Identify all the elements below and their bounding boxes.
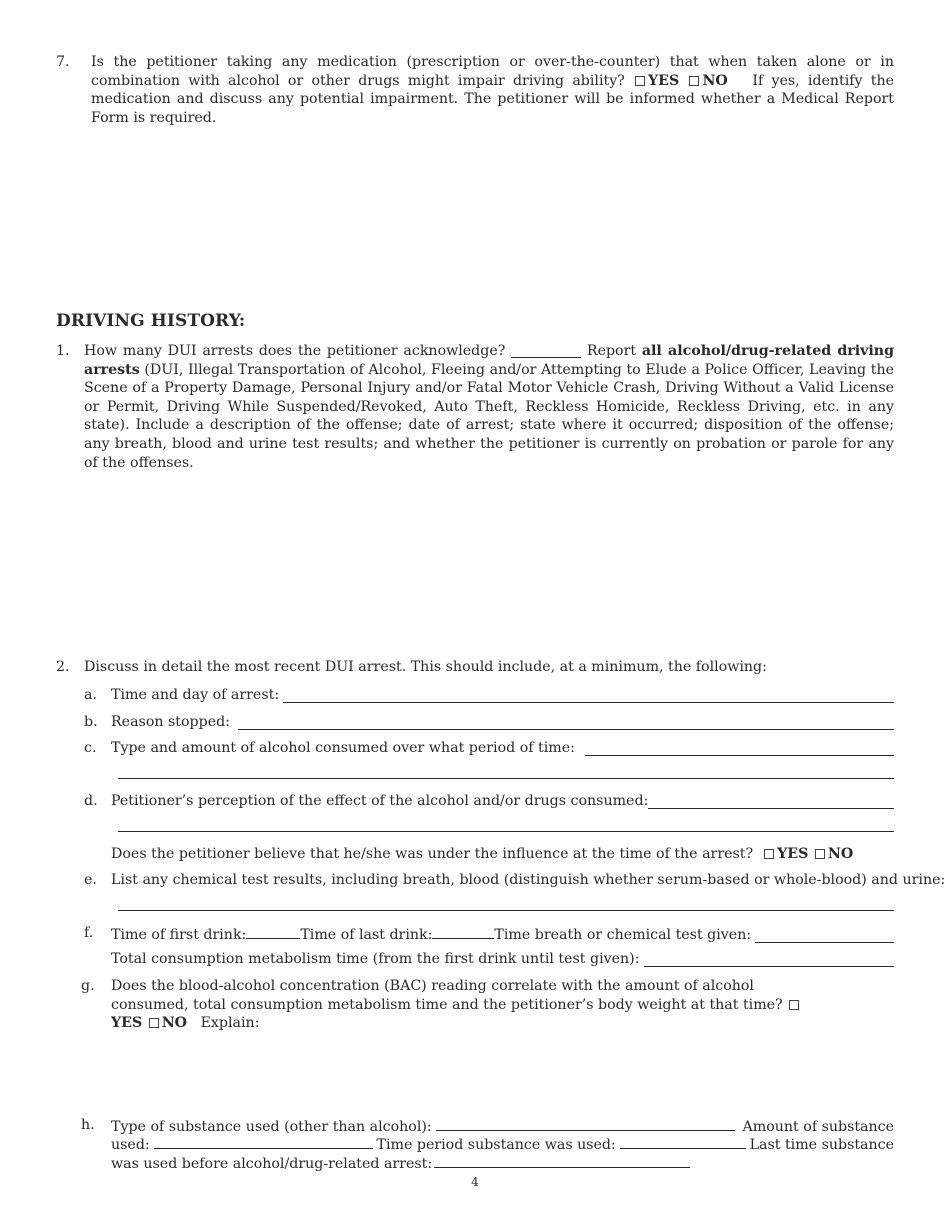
g-yes-label: YES (111, 1015, 143, 1032)
item-2h-amount-label: Amount of substance (742, 1119, 894, 1135)
item-1-number: 1. (56, 343, 70, 359)
item-2f-total-row (111, 950, 894, 969)
perception-field[interactable] (648, 794, 894, 809)
q7-yes-label: YES (648, 72, 680, 89)
item-2a-letter: a. (84, 687, 97, 703)
item-2g-text (111, 977, 831, 1033)
d-no-checkbox[interactable] (815, 849, 825, 859)
question-7-number: 7. (56, 54, 70, 70)
item-2f-first-label: Time of first drink: (111, 927, 247, 943)
q7-no-label: NO (702, 72, 728, 89)
item-2f-total-label: Total consumption metabolism time (from the first drink until test given): (111, 951, 640, 967)
g-yes-checkbox[interactable] (789, 1000, 799, 1010)
item-2-intro: Discuss in detail the most recent DUI arrest. This should include, at a minimum, the following: (84, 659, 767, 675)
item-1-text-a: How many DUI arrests does the petitioner acknowledge? (84, 343, 506, 359)
item-2g-explain: Explain: (200, 1015, 260, 1032)
last-drink-field[interactable] (432, 924, 494, 939)
item-2d-question: Does the petitioner believe that he/she was under the influence at the time of the arrest? (111, 846, 754, 862)
item-2f-letter: f. (84, 925, 94, 941)
q7-yes-checkbox[interactable] (635, 76, 645, 86)
time-day-of-arrest-field[interactable] (283, 688, 894, 703)
item-2d-label: Petitioner’s perception of the effect of the alcohol and/or drugs consumed: (111, 793, 649, 809)
item-1-text (84, 342, 894, 472)
item-2a-label: Time and day of arrest: (111, 687, 280, 703)
item-2f-last-label: Time of last drink: (300, 927, 433, 943)
item-2-number: 2. (56, 659, 70, 675)
driving-history-heading: DRIVING HISTORY: (56, 311, 246, 331)
item-2f-row (111, 924, 894, 945)
substance-period-field[interactable] (620, 1134, 746, 1149)
item-2a-row (111, 686, 894, 705)
item-2d-letter: d. (84, 793, 98, 809)
perception-field-line-2[interactable] (118, 831, 894, 832)
item-2e-letter: e. (84, 872, 97, 888)
item-1-bold: all alcohol/drug-related driving arrests (84, 343, 894, 378)
item-2h-row-2 (111, 1134, 894, 1155)
reason-stopped-field[interactable] (238, 715, 894, 730)
test-given-field[interactable] (755, 928, 894, 943)
item-1-text-b: Report (586, 343, 637, 359)
page-number: 4 (471, 1175, 479, 1189)
item-2h-row-3 (111, 1153, 894, 1174)
item-2d-row (111, 792, 894, 811)
item-2g-text-a: Does the blood-alcohol concentration (BAC) reading correlate with the amount of alcohol consumed, total consumption metabolism time and the petitioner’s body weight at that time? (111, 978, 783, 1013)
item-2h-period-label: Time period substance was used: (376, 1137, 616, 1153)
d-yes-checkbox[interactable] (764, 849, 774, 859)
item-2e-label: List any chemical test results, including breath, blood (distinguish whether serum-based or whole-blood) and urine: (111, 872, 946, 888)
question-7-text-a: Is the petitioner taking any medication (prescription or over-the-counter) that when taken alone or in combination with alcohol or other drugs might impair driving ability? (91, 54, 894, 89)
question-7-text-b: If yes, identify the medication and discuss any potential impairment. The petitioner will be informed whether a Medical Report Form is required. (91, 72, 894, 126)
item-2h-type-label: Type of substance used (other than alcohol): (111, 1119, 432, 1135)
q7-no-checkbox[interactable] (689, 76, 699, 86)
item-1-text-c: (DUI, Illegal Transportation of Alcohol, Fleeing and/or Attempting to Elude a Police Officer, Leaving the Scene of a Property Damage, Personal Injury and/or Fatal Motor Vehicle Crash, Driving Without a Valid License or Permit, Driving While Suspended/Revoked, Auto Theft, Reckless Homicide, Reckless Driving, etc. in any state). Include a description of the offense; date of arrest; state where it occurred; disposition of the offense; any breath, blood and urine test results; and whether the petitioner is currently on probation or parole for any of the offenses. (84, 361, 894, 471)
item-2h-used-label: used: (111, 1137, 150, 1153)
dui-arrest-count-field[interactable] (511, 343, 581, 358)
item-2b-label: Reason stopped: (111, 714, 230, 730)
alcohol-consumed-field[interactable] (585, 741, 894, 756)
d-yes-label: YES (777, 846, 809, 862)
item-2h-last-time-label: Last time substance (749, 1137, 894, 1153)
item-2c-letter: c. (84, 740, 97, 756)
last-substance-use-field[interactable] (434, 1153, 690, 1168)
d-no-label: NO (827, 846, 854, 862)
item-2h-before-label: was used before alcohol/drug-related arrest: (111, 1156, 433, 1172)
item-2c-row (111, 739, 894, 758)
g-no-label: NO (161, 1015, 188, 1032)
substance-type-field[interactable] (436, 1116, 735, 1131)
item-2d-question-row (111, 845, 853, 864)
substance-amount-field[interactable] (154, 1134, 373, 1149)
item-2b-row (111, 713, 894, 732)
chemical-test-results-field[interactable] (118, 910, 894, 911)
item-2h-letter: h. (81, 1117, 95, 1133)
total-metabolism-time-field[interactable] (644, 952, 895, 967)
item-2g-letter: g. (81, 978, 95, 994)
item-2b-letter: b. (84, 714, 98, 730)
first-drink-field[interactable] (246, 924, 300, 939)
item-2f-given-label: Time breath or chemical test given: (494, 927, 752, 943)
g-no-checkbox[interactable] (149, 1018, 159, 1028)
alcohol-consumed-field-line-2[interactable] (118, 778, 894, 779)
item-2c-label: Type and amount of alcohol consumed over what period of time: (111, 740, 575, 756)
question-7-text (91, 53, 894, 127)
